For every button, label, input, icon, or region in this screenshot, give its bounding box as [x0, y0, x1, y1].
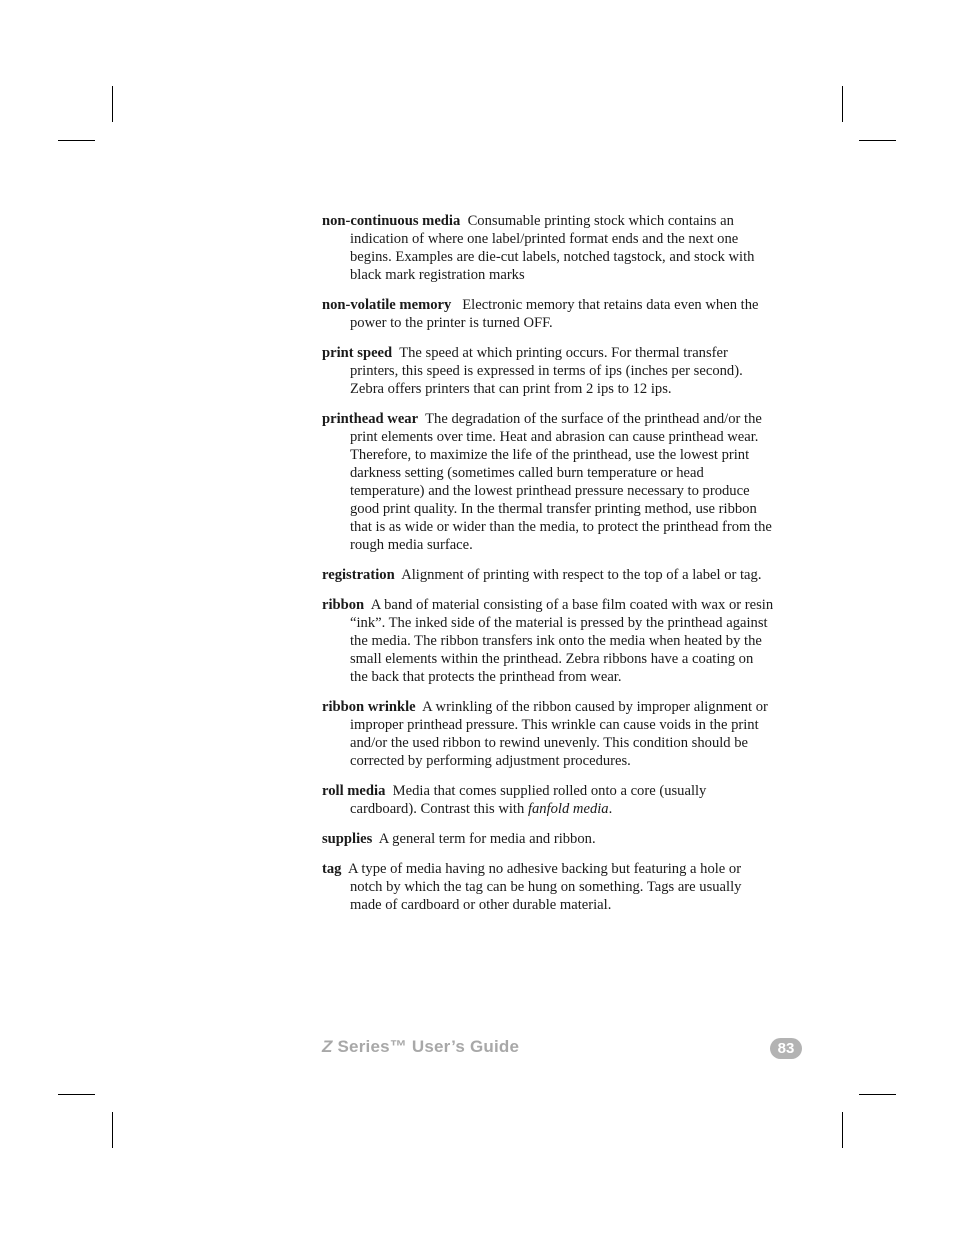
glossary-definition: A band of material consisting of a base film coated with wax or resin “ink”. The inked side of the material is pressed by the printhead against the media. The ribbon transfers ink onto the media when heated by the small elements within the printhead. Zebra ribbons have a coating on the back that protects the printhead from wear.: [350, 597, 774, 685]
glossary-entry: [322, 344, 774, 398]
glossary-definition: A wrinkling of the ribbon caused by improper alignment or improper printhead pressure. This wrinkle can cause voids in the print and/or the used ribbon to rewind unevenly. This condition should be corrected by performing adjustment procedures.: [350, 699, 768, 769]
glossary-definition: Alignment of printing with respect to the top of a label or tag.: [401, 567, 762, 583]
glossary-term: registration: [322, 567, 395, 583]
glossary-entry: [322, 212, 774, 284]
footer-title-rest: Series™ User’s Guide: [332, 1037, 520, 1056]
glossary-term: print speed: [322, 345, 393, 361]
glossary-definition: Consumable printing stock which contains an indication of where one label/printed format ends and the next one begins. Examples are die-cut labels, notched tagstock, and stock with black mark registration marks: [350, 213, 755, 283]
glossary-entry: [322, 860, 774, 914]
glossary-definition: A type of media having no adhesive backing but featuring a hole or notch by which the tag can be hung on something. Tags are usually made of cardboard or other durable material.: [347, 861, 742, 913]
glossary-entry: [322, 410, 774, 554]
footer-title-z: Z: [322, 1037, 333, 1056]
glossary-term: ribbon: [322, 597, 365, 613]
glossary-definition-text: Media that comes supplied rolled onto a core (usually cardboard). Contrast this with: [350, 783, 707, 817]
footer-guide-title: [322, 1037, 519, 1057]
crop-mark-bottom-right-vertical: [842, 1112, 843, 1148]
crop-mark-bottom-left-horizontal: [58, 1094, 95, 1095]
glossary-entry: [322, 698, 774, 770]
glossary-entry: [322, 782, 774, 818]
glossary-entry: [322, 596, 774, 686]
crop-mark-top-right-vertical: [842, 86, 843, 122]
glossary-definition: [350, 783, 706, 817]
crop-mark-bottom-left-vertical: [112, 1112, 113, 1148]
glossary-term: supplies: [322, 831, 373, 847]
glossary-definition: The speed at which printing occurs. For thermal transfer printers, this speed is expressed in terms of ips (inches per second). Zebra offers printers that can print from 2 ips to 12 ips.: [350, 345, 743, 397]
glossary-term: tag: [322, 861, 342, 877]
crop-mark-top-right-horizontal: [859, 140, 896, 141]
crop-mark-bottom-right-horizontal: [859, 1094, 896, 1095]
crop-mark-top-left-vertical: [112, 86, 113, 122]
glossary-list: [322, 212, 774, 926]
glossary-entry: [322, 830, 774, 848]
glossary-entry: [322, 296, 774, 332]
crop-mark-top-left-horizontal: [58, 140, 95, 141]
glossary-cross-reference: fanfold media: [527, 801, 609, 817]
glossary-definition-end: .: [608, 801, 613, 817]
glossary-term: printhead wear: [322, 411, 419, 427]
glossary-term: non-continuous media: [322, 213, 461, 229]
glossary-term: ribbon wrinkle: [322, 699, 416, 715]
glossary-definition: The degradation of the surface of the printhead and/or the print elements over time. Heat and abrasion can cause printhead wear. Therefore, to maximize the life of the printhead, use the lowest print darkness setting (sometimes called burn temperature or head temperature) and the lowest printhead pressure necessary to produce good print quality. In the thermal transfer printing method, use ribbon that is as wide or wider than the media, to protect the printhead from the rough media surface.: [350, 411, 772, 553]
glossary-entry: [322, 566, 774, 584]
glossary-term: non-volatile memory: [322, 297, 452, 313]
glossary-definition: A general term for media and ribbon.: [378, 831, 596, 847]
glossary-term: roll media: [322, 783, 386, 799]
glossary-definition: Electronic memory that retains data even when the power to the printer is turned OFF.: [350, 297, 759, 331]
page-number-badge: 83: [770, 1038, 802, 1059]
